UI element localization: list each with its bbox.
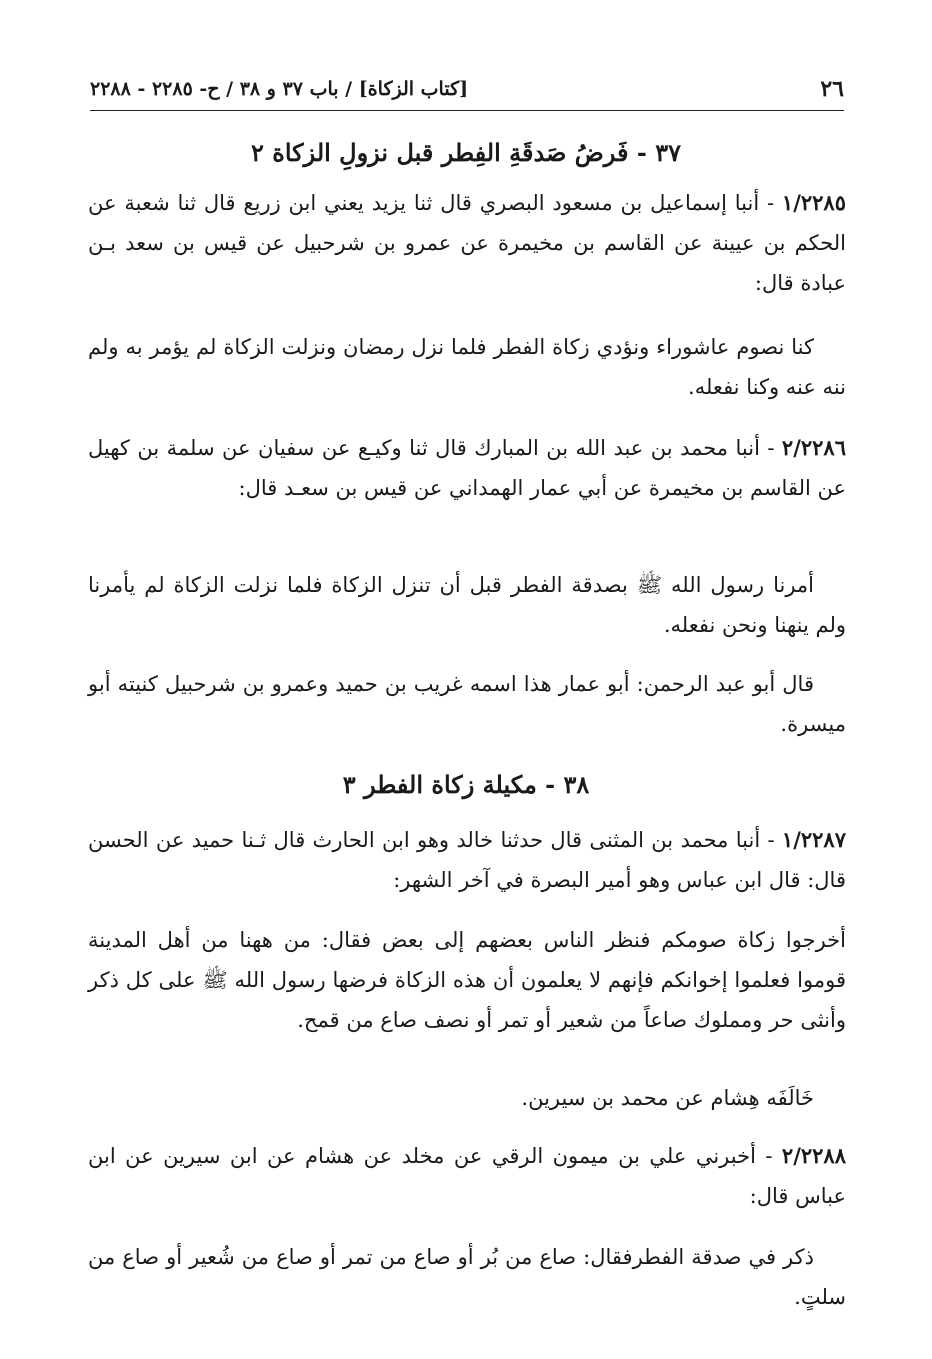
hadith-matn: ذكر في صدقة الفطرفقال: صاع من بُر أو صاع من تمر أو صاع من شُعير أو صاع من سلتٍ.: [88, 1245, 846, 1309]
hadith-2286: [88, 428, 846, 508]
page-number: ٢٦: [820, 76, 844, 102]
hadith-text: - أخبرني علي بن ميمون الرقي عن مخلد عن هشام عن ابن سيرين عن ابن عباس قال:: [88, 1144, 846, 1208]
author-comment: خَالَفَه هِشام عن محمد بن سيرين.: [521, 1086, 814, 1110]
section-heading-37: ٣٧ - فَرضُ صَدقَةِ الفِطر قبل نزولِ الزكاة ٢: [251, 138, 681, 167]
hadith-matn: أخرجوا زكاة صومكم فنظر الناس بعضهم إلى بعض فقال: من ههنا من أهل المدينة قوموا فعلموا إخوانكم فإنهم لا يعلمون أن هذه الزكاة فرضها رسول الله ﷺ على كل ذكر وأنثى حر ومملوك صاعاً من شعير أو تمر أو نصف صاع من قمح.: [88, 928, 846, 1032]
section-heading-38: ٣٨ - مكيلة زكاة الفطر ٣: [342, 770, 590, 799]
hadith-number: ٢/٢٢٨٦: [781, 435, 846, 460]
hadith-number: ١/٢٢٨٧: [781, 827, 846, 852]
hadith-2285: [88, 183, 846, 303]
author-comment: قال أبو عبد الرحمن: أبو عمار هذا اسمه غريب بن حميد وعمرو بن شرحبيل كنيته أبو ميسرة.: [88, 672, 846, 736]
hadith-number: ١/٢٢٨٥: [781, 190, 846, 215]
hadith-text: - أنبا إسماعيل بن مسعود البصري قال ثنا يزيد يعني ابن زريع قال ثنا شعبة عن الحكم بن عيينة عن القاسم بن مخيمرة عن عمرو بن شرحبيل عن قيس بن سعد بـن عبادة قال:: [88, 191, 846, 295]
hadith-text: - أنبا محمد بن عبد الله بن المبارك قال ثنا وكيـع عن سفيان عن سلمة بن كهيل عن القاسم بن مخيمرة عن أبي عمار الهمداني عن قيس بن سعـد قال:: [88, 436, 846, 500]
running-title: [كتاب الزكاة] / باب ٣٧ و ٣٨ / ح- ٢٢٨٥ - ٢٢٨٨: [90, 78, 476, 100]
page-header: [90, 70, 844, 111]
hadith-text: - أنبا محمد بن المثنى قال حدثنا خالد وهو ابن الحارث قال ثـنا حميد عن الحسن قال: قال ابن عباس وهو أمير البصرة في آخر الشهر:: [88, 828, 846, 892]
hadith-number: ٢/٢٢٨٨: [781, 1143, 846, 1168]
hadith-2287: [88, 820, 846, 900]
hadith-2288: [88, 1136, 846, 1216]
hadith-matn: أمرنا رسول الله ﷺ بصدقة الفطر قبل أن تنزل الزكاة فلما نزلت الزكاة لم يأمرنا ولم ينهنا ونحن نفعله.: [88, 573, 846, 637]
hadith-matn: كنا نصوم عاشوراء ونؤدي زكاة الفطر فلما نزل رمضان ونزلت الزكاة لم يؤمر به ولم ننه عنه وكنا نفعله.: [88, 335, 846, 399]
